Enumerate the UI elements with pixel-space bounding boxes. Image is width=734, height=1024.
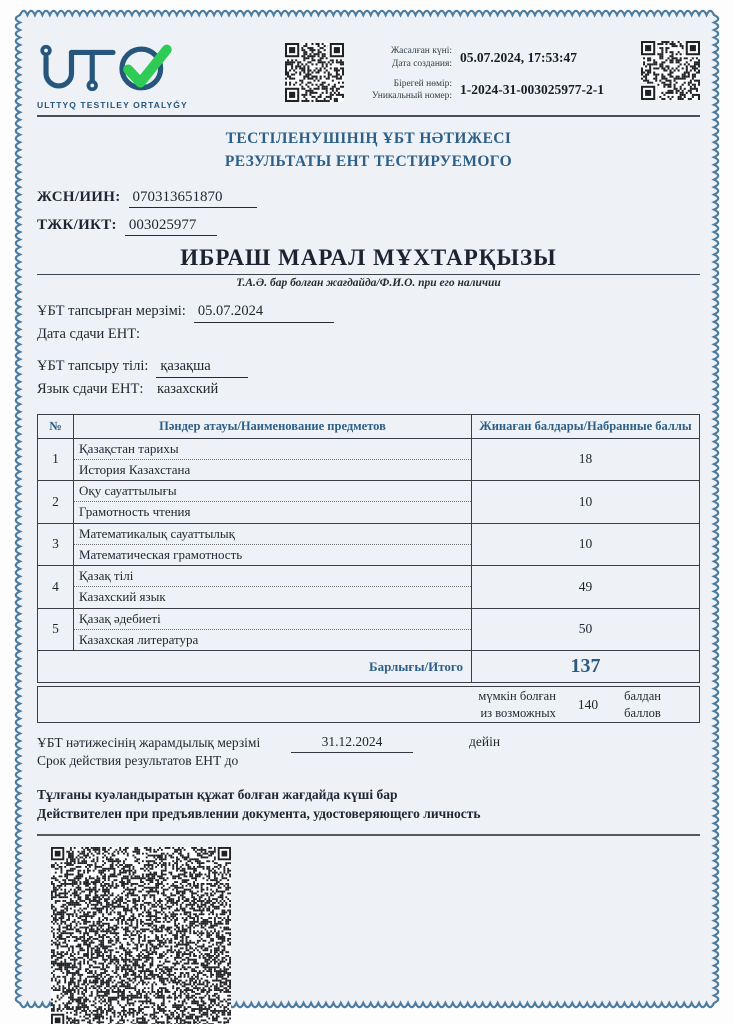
validity-label-kk: ҰБТ нәтижесінің жарамдылық мерзімі <box>37 735 261 751</box>
title-ru: РЕЗУЛЬТАТЫ ЕНТ ТЕСТИРУЕМОГО <box>224 153 513 171</box>
exam-lang-row-ru <box>37 379 700 399</box>
note-ru: Действителен при предъявлении документа, удостоверяющего личность <box>37 805 481 821</box>
exam-date-label-kk: ҰБТ тапсырған мерзімі: <box>37 302 186 319</box>
table-row <box>38 566 700 609</box>
name-caption: Т.А.Ә. бар болған жағдайда/Ф.И.О. при его наличии <box>236 276 501 289</box>
subject-cell <box>74 523 472 566</box>
unique-number-value: 1-2024-31-003025977-2-1 <box>460 82 604 98</box>
max-possible-value: 140 <box>577 696 599 712</box>
created-label-ru: Дата создания: <box>391 58 452 69</box>
ikt-label: ТЖК/ИКТ: <box>37 216 117 233</box>
header-divider <box>37 115 700 117</box>
utc-logo-icon <box>37 43 189 93</box>
exam-lang-label-kk: ҰБТ тапсыру тілі: <box>37 358 149 375</box>
score-cell: 49 <box>472 566 700 609</box>
exam-date-value: 05.07.2024 <box>194 301 334 323</box>
possible-label-ru: из возможных <box>480 705 556 720</box>
subject-ru: Грамотность чтения <box>79 504 191 520</box>
validity-block <box>37 734 700 770</box>
column-header-score: Жинаған балдары/Набранные баллы <box>472 414 700 438</box>
subject-ru: Математическая грамотность <box>79 546 243 562</box>
row-number: 3 <box>38 523 74 566</box>
score-cell: 10 <box>472 523 700 566</box>
subject-cell <box>74 566 472 609</box>
total-row <box>38 651 700 683</box>
unique-label-ru: Уникальный номер: <box>371 91 452 102</box>
identity-block <box>37 189 700 236</box>
row-number: 1 <box>38 438 74 481</box>
possible-label-kk: мүмкін болған <box>478 689 556 704</box>
validity-note <box>37 786 700 824</box>
utc-logo-subtitle: ULTTYQ TESTILEY ORTALYǴY <box>37 100 188 110</box>
table-row <box>38 523 700 566</box>
subject-cell <box>74 608 472 651</box>
subject-cell <box>74 438 472 481</box>
header <box>37 43 700 113</box>
table-row <box>38 438 700 481</box>
subject-cell <box>74 481 472 524</box>
row-number: 5 <box>38 608 74 651</box>
created-date-value: 05.07.2024, 17:53:47 <box>460 49 577 65</box>
created-date-row <box>350 45 627 71</box>
score-cell: 18 <box>472 438 700 481</box>
subject-ru: Казахский язык <box>79 589 166 605</box>
certificate-content <box>37 43 700 1024</box>
exam-lang-label-ru: Язык сдачи ЕНТ: <box>37 381 144 398</box>
testee-full-name: ИБРАШ МАРАЛ МҰХТАРҚЫЗЫ <box>180 244 557 270</box>
table-row <box>38 608 700 651</box>
row-number: 2 <box>38 481 74 524</box>
validity-labels <box>37 734 279 770</box>
qr-code-small-right <box>641 41 700 100</box>
note-kk: Тұлғаны куәландыратын құжат болған жағдайда күші бар <box>37 786 398 802</box>
iin-value: 070313651870 <box>129 189 257 208</box>
column-header-number: № <box>38 414 74 438</box>
subject-kk: Математикалық сауаттылық <box>74 524 471 545</box>
validity-until-word: дейін <box>469 734 501 750</box>
score-cell: 50 <box>472 608 700 651</box>
title-kk: ТЕСТІЛЕНУШІНІҢ ҰБТ НӘТИЖЕСІ <box>225 130 512 147</box>
qr-code-large <box>51 847 231 1024</box>
max-possible-labels <box>478 688 555 721</box>
unique-number-labels <box>350 78 452 104</box>
iin-row <box>37 189 700 208</box>
subject-kk: Қазақстан тарихы <box>74 439 471 460</box>
score-cell: 10 <box>472 481 700 524</box>
max-possible-units <box>624 688 661 721</box>
unique-number-row <box>350 78 627 104</box>
total-label: Барлығы/Итого <box>38 651 472 683</box>
subject-kk: Қазақ тілі <box>74 566 471 587</box>
ikt-row <box>37 217 700 236</box>
exam-date-label-ru: Дата сдачи ЕНТ: <box>37 325 141 342</box>
results-header-row <box>38 414 700 438</box>
table-row <box>38 481 700 524</box>
subject-ru: Казахская литература <box>79 631 199 647</box>
possible-unit-kk: балдан <box>624 689 661 704</box>
exam-date-group <box>37 301 700 345</box>
created-label-kk: Жасалған күні: <box>390 46 452 56</box>
unique-label-kk: Бірегей нөмір: <box>393 78 452 89</box>
document-title <box>37 127 700 174</box>
footer-divider <box>37 834 700 836</box>
column-header-subject: Пәндер атауы/Наименование предметов <box>74 414 472 438</box>
ikt-value: 003025977 <box>125 217 217 236</box>
exam-lang-value-ru: казахский <box>157 381 219 398</box>
name-underline <box>37 274 700 275</box>
subject-ru: История Казахстана <box>79 461 191 477</box>
max-possible-row <box>37 686 700 723</box>
subject-kk: Оқу сауаттылығы <box>74 481 471 502</box>
results-table <box>37 414 700 684</box>
utc-logo <box>37 43 217 110</box>
created-date-labels <box>350 45 452 71</box>
subject-kk: Қазақ әдебиеті <box>74 609 471 630</box>
qr-code-small-left <box>285 43 344 102</box>
validity-label-ru: Срок действия результатов ЕНТ до <box>37 753 239 769</box>
total-score-value: 137 <box>472 651 700 683</box>
exam-lang-value-kk: қазақша <box>156 356 248 378</box>
row-number: 4 <box>38 566 74 609</box>
exam-date-row <box>37 301 700 323</box>
iin-label: ЖСН/ИИН: <box>37 188 121 205</box>
validity-date: 31.12.2024 <box>291 734 413 753</box>
possible-unit-ru: баллов <box>624 705 661 720</box>
header-meta <box>350 45 627 103</box>
exam-language-group <box>37 356 700 400</box>
exam-language-row <box>37 356 700 378</box>
